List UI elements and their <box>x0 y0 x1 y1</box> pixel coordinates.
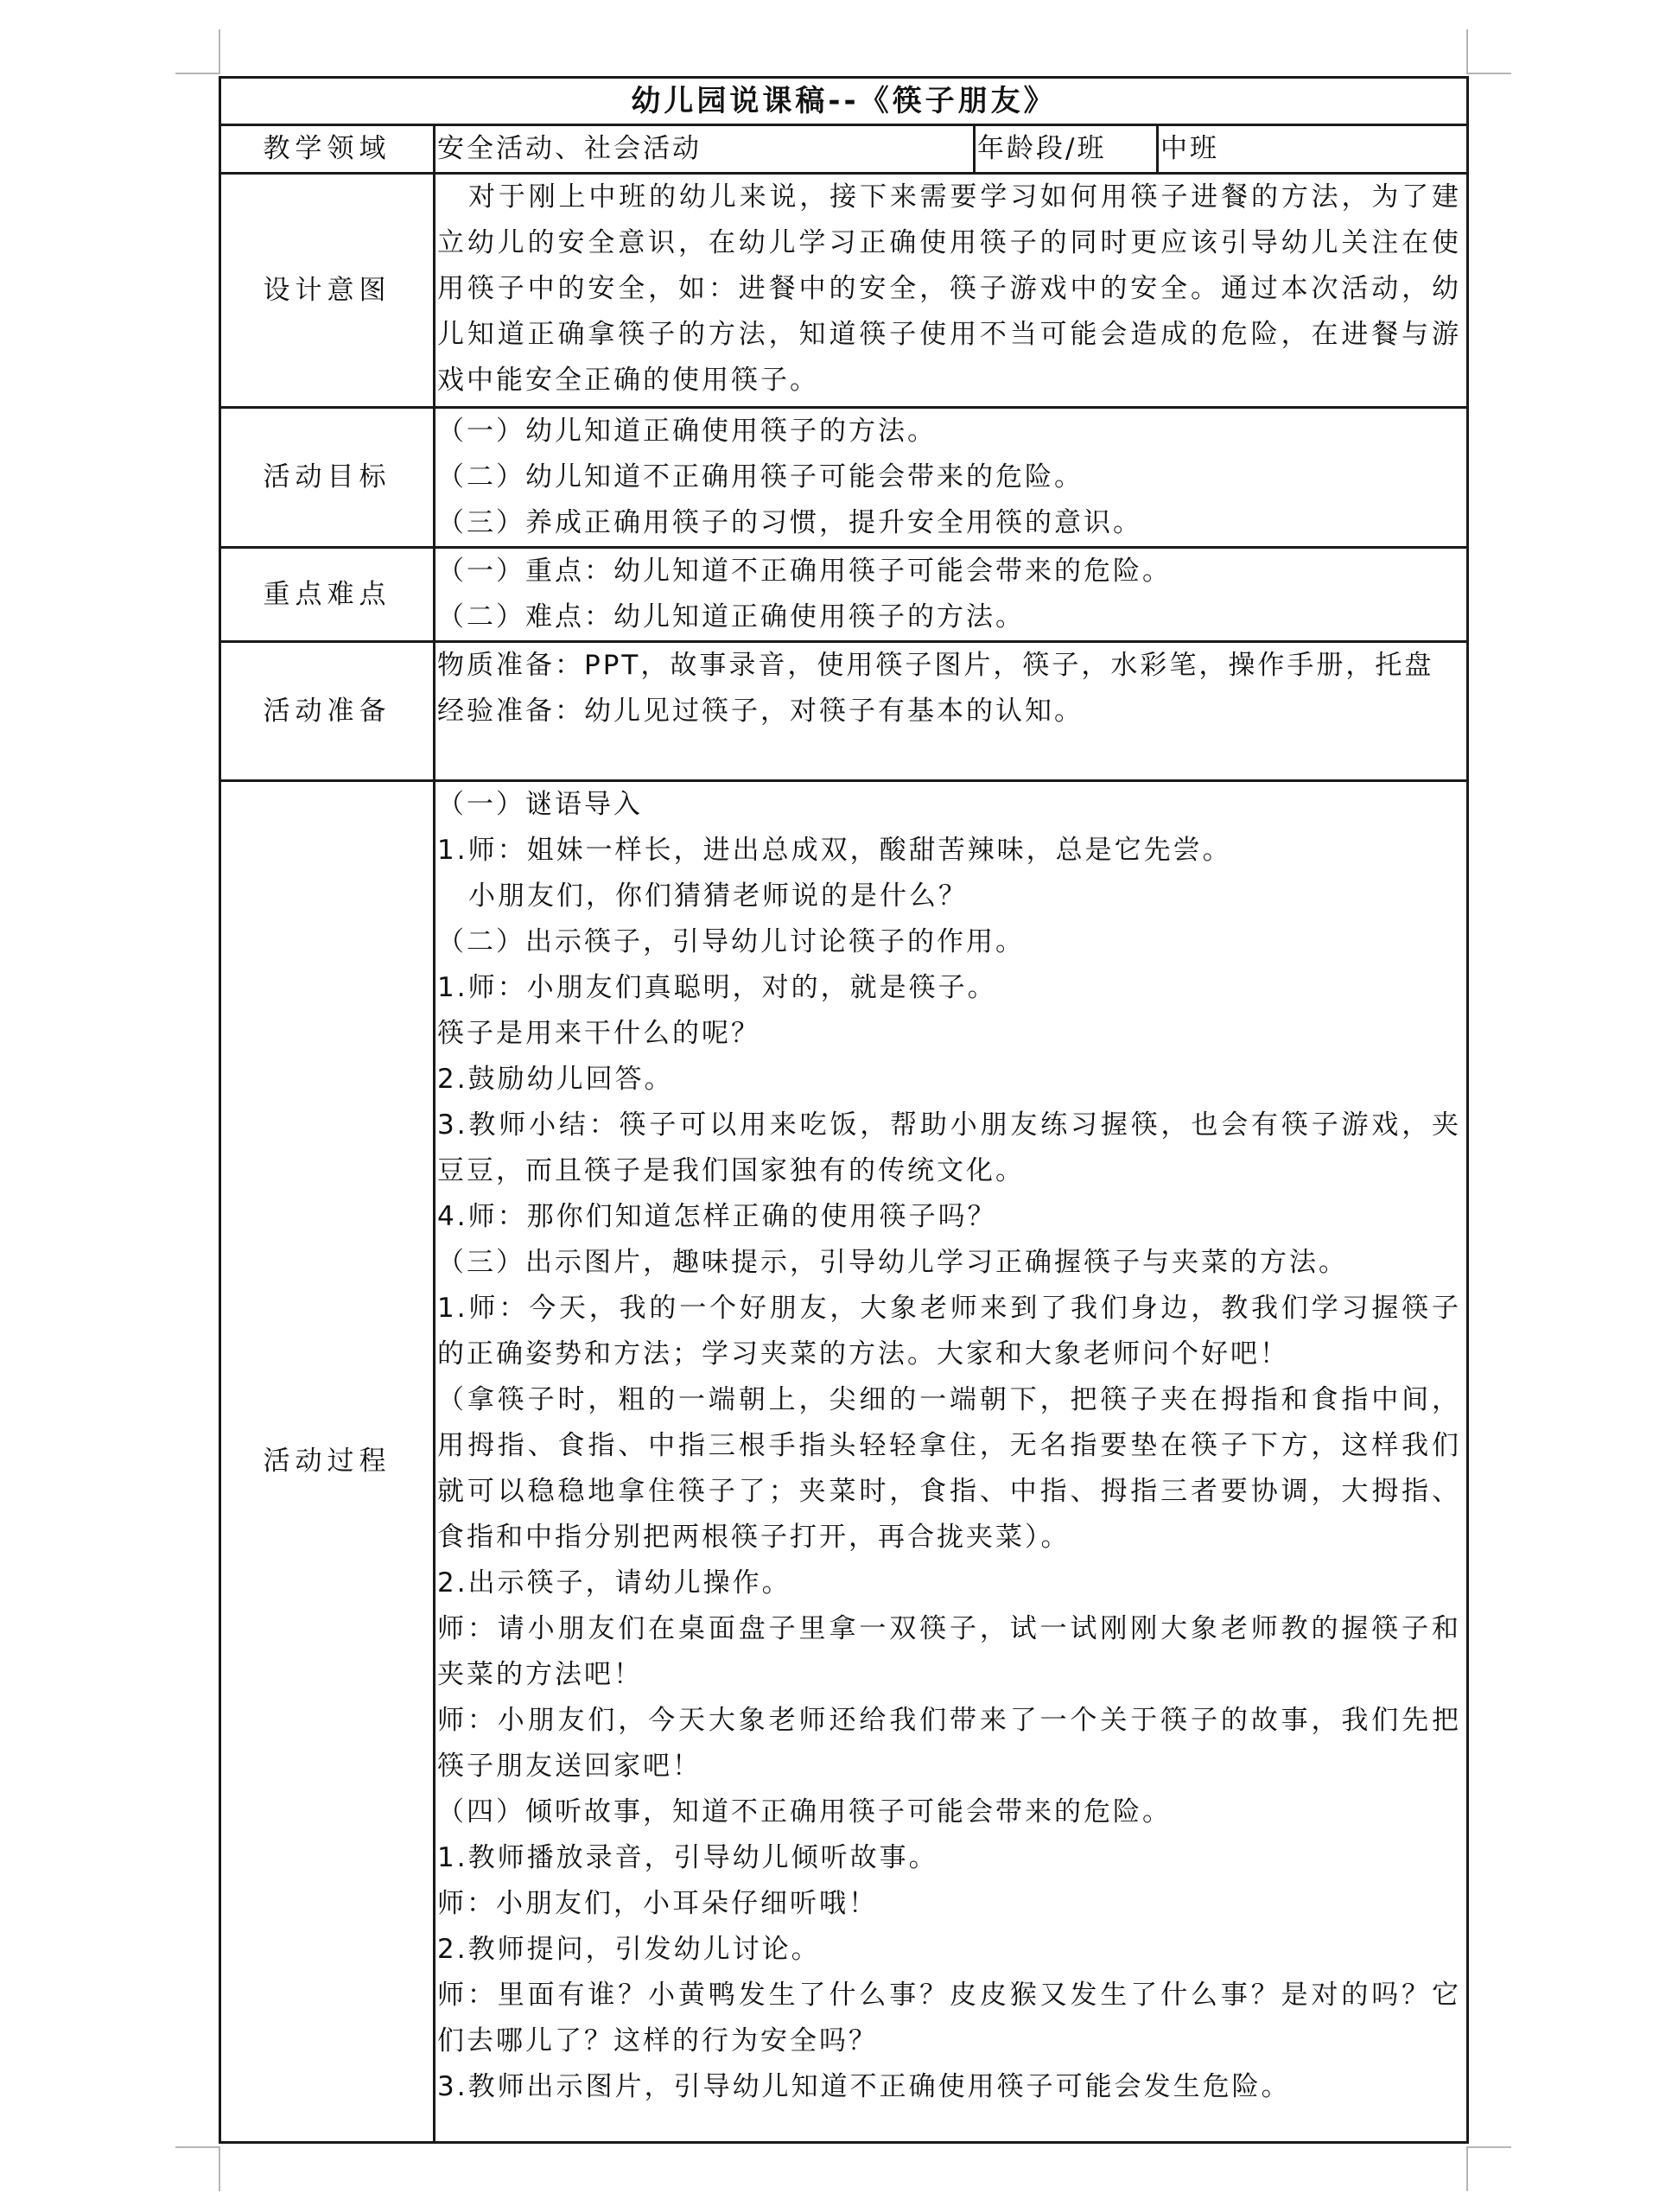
process-line: 师：请小朋友们在桌面盘子里拿一双筷子，试一试刚刚大象老师教的握筷子和夹菜的方法吧！ <box>437 1613 1462 1690</box>
design-intent-row <box>220 174 1468 408</box>
goal-item: （二）幼儿知道不正确用筷子可能会带来的危险。 <box>437 461 1084 493</box>
design-intent-label: 设计意图 <box>220 174 435 408</box>
process-line: 1.教师播放录音，引导幼儿倾听故事。 <box>437 1842 938 1873</box>
process-label: 活动过程 <box>220 781 435 2143</box>
key-point-item: （二）难点：幼儿知道正确使用筷子的方法。 <box>437 601 1025 632</box>
preparation-row <box>220 642 1468 781</box>
process-line: 筷子是用来干什么的呢？ <box>437 1018 760 1049</box>
process-line: 3.教师出示图片，引导幼儿知道不正确使用筷子可能会发生危险。 <box>437 2071 1291 2102</box>
domain-value: 安全活动、社会活动 <box>435 125 975 174</box>
goal-item: （一）幼儿知道正确使用筷子的方法。 <box>437 416 937 447</box>
process-line: （四）倾听故事，知道不正确用筷子可能会带来的危险。 <box>437 1796 1172 1827</box>
process-line: 小朋友们，你们猜猜老师说的是什么？ <box>468 880 968 912</box>
process-line: （拿筷子时，粗的一端朝上，尖细的一端朝下，把筷子夹在拇指和食指中间，用拇指、食指、中指三根手指头轻轻拿住，无名指要垫在筷子下方，这样我们就可以稳稳地拿住筷子了；夹菜时，食指、中指、拇指三者要协调，大拇指、食指和中指分别把两根筷子打开，再合拢夹菜）。 <box>437 1384 1462 1553</box>
crop-mark-top-left-h <box>175 73 219 74</box>
crop-mark-top-right-h <box>1468 73 1511 74</box>
material-preparation: 物质准备：PPT，故事录音，使用筷子图片，筷子，水彩笔，操作手册，托盘 <box>437 650 1434 681</box>
crop-mark-top-left-v <box>219 29 220 74</box>
process-line: 师：小朋友们，今天大象老师还给我们带来了一个关于筷子的故事，我们先把筷子朋友送回家吧！ <box>437 1705 1462 1782</box>
process-line: 1.师：小朋友们真聪明，对的，就是筷子。 <box>437 972 997 1003</box>
process-line: 师：里面有谁？小黄鸭发生了什么事？皮皮猴又发生了什么事？是对的吗？它们去哪儿了？这样的行为安全吗？ <box>437 1980 1462 2056</box>
crop-mark-top-right-v <box>1466 29 1468 74</box>
process-line: 1.师：今天，我的一个好朋友，大象老师来到了我们身边，教我们学习握筷子的正确姿势和方法；学习夹菜的方法。大家和大象老师问个好吧！ <box>437 1293 1462 1370</box>
crop-mark-bottom-right-h <box>1468 2146 1511 2148</box>
age-value: 中班 <box>1158 125 1468 174</box>
goal-item: （三）养成正确用筷子的习惯，提升安全用筷的意识。 <box>437 507 1142 538</box>
process-line: 师：小朋友们，小耳朵仔细听哦！ <box>437 1888 878 1919</box>
preparation-cell <box>435 642 1468 781</box>
crop-mark-bottom-right-v <box>1466 2146 1468 2191</box>
process-row <box>220 781 1468 2143</box>
document-title: 幼儿园说课稿--《筷子朋友》 <box>220 78 1468 125</box>
age-label: 年龄段/班 <box>975 125 1158 174</box>
design-intent-cell <box>435 174 1468 408</box>
process-line: 3.教师小结：筷子可以用来吃饭，帮助小朋友练习握筷，也会有筷子游戏，夹豆豆，而且筷子是我们国家独有的传统文化。 <box>437 1109 1462 1186</box>
crop-mark-bottom-left-v <box>219 2146 220 2191</box>
process-cell <box>435 781 1468 2143</box>
goals-row <box>220 408 1468 548</box>
key-points-cell <box>435 548 1468 642</box>
goals-cell <box>435 408 1468 548</box>
key-points-label: 重点难点 <box>220 548 435 642</box>
experience-preparation: 经验准备：幼儿见过筷子，对筷子有基本的认知。 <box>437 696 1084 727</box>
domain-label: 教学领域 <box>220 125 435 174</box>
key-point-item: （一）重点：幼儿知道不正确用筷子可能会带来的危险。 <box>437 556 1172 587</box>
process-line: （一）谜语导入 <box>437 789 643 820</box>
crop-mark-bottom-left-h <box>175 2146 219 2148</box>
process-line: 1.师：姐妹一样长，进出总成双，酸甜苦辣味，总是它先尝。 <box>437 835 1232 866</box>
title-row <box>220 78 1468 125</box>
process-line: （二）出示筷子，引导幼儿讨论筷子的作用。 <box>437 926 1025 957</box>
info-row <box>220 125 1468 174</box>
process-line: 2.出示筷子，请幼儿操作。 <box>437 1567 791 1599</box>
process-line: 2.鼓励幼儿回答。 <box>437 1064 674 1095</box>
process-line: 2.教师提问，引发幼儿讨论。 <box>437 1934 821 1965</box>
lesson-plan-table <box>219 76 1469 2144</box>
preparation-label: 活动准备 <box>220 642 435 781</box>
design-intent-text: 对于刚上中班的幼儿来说，接下来需要学习如何用筷子进餐的方法，为了建立幼儿的安全意识，在幼儿学习正确使用筷子的同时更应该引导幼儿关注在使用筷子中的安全，如：进餐中的安全，筷子游戏中的安全。通过本次活动，幼儿知道正确拿筷子的方法，知道筷子使用不当可能会造成的危险，在进餐与游戏中能安全正确的使用筷子。 <box>437 181 1462 396</box>
process-line: （三）出示图片，趣味提示，引导幼儿学习正确握筷子与夹菜的方法。 <box>437 1247 1348 1278</box>
key-points-row <box>220 548 1468 642</box>
goals-label: 活动目标 <box>220 408 435 548</box>
process-line: 4.师：那你们知道怎样正确的使用筷子吗？ <box>437 1201 997 1232</box>
